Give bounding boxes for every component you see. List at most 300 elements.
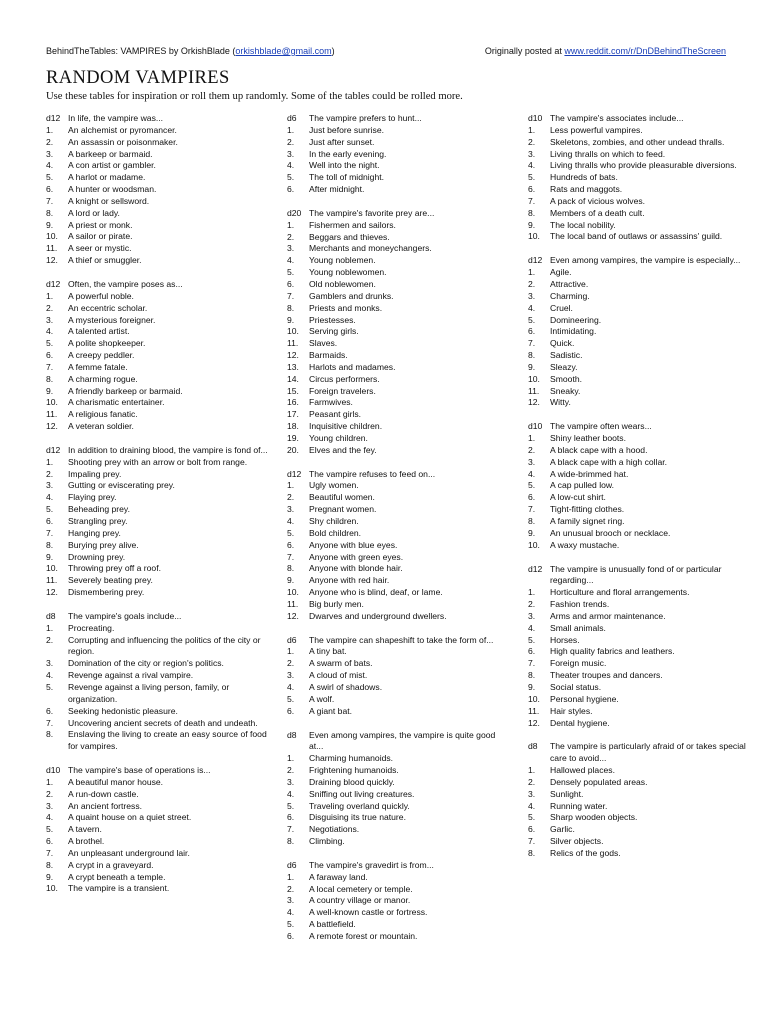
table-row [46, 231, 268, 243]
table-row [287, 575, 509, 587]
table-row [528, 374, 752, 386]
table-heading [287, 469, 509, 481]
table-row [287, 789, 509, 801]
row-text: A faraway land. [309, 871, 368, 882]
row-text: Skeletons, zombies, and other undead thralls. [550, 136, 725, 147]
row-number: 6. [287, 539, 295, 550]
table-row [287, 243, 509, 255]
table-row [46, 457, 268, 469]
row-text: Climbing. [309, 836, 345, 847]
table-row [46, 860, 268, 872]
header-source [485, 44, 726, 58]
table-row [287, 255, 509, 267]
table-title: Even among vampires, the vampire is quite good at... [309, 729, 496, 752]
row-number: 11. [46, 575, 58, 586]
row-text: Big burly men. [309, 598, 364, 609]
row-text: An assassin or poisonmaker. [68, 136, 178, 147]
author-email-link[interactable]: orkishblade@gmail.com [235, 46, 332, 56]
row-text: Impaling prey. [68, 468, 122, 479]
row-text: A barkeep or barmaid. [68, 148, 153, 159]
row-number: 5. [528, 480, 536, 491]
row-number: 4. [528, 468, 536, 479]
header-credit [46, 44, 335, 58]
row-text: Cruel. [550, 302, 573, 313]
row-text: A seer or mystic. [68, 243, 132, 254]
row-number: 7. [287, 290, 295, 301]
row-number: 1. [528, 587, 536, 598]
row-text: Anyone who is blind, deaf, or lame. [309, 587, 443, 598]
row-number: 3. [46, 314, 54, 325]
row-text: A tiny bat. [309, 646, 347, 657]
table-row [46, 149, 268, 161]
row-number: 9. [287, 575, 295, 586]
row-text: Sneaky. [550, 385, 581, 396]
row-number: 2. [287, 883, 295, 894]
row-number: 9. [528, 527, 536, 538]
row-number: 6. [528, 824, 536, 835]
row-text: A pack of vicious wolves. [550, 195, 646, 206]
table-heading [46, 445, 268, 457]
table-row [528, 848, 752, 860]
row-text: Disguising its true nature. [309, 812, 406, 823]
table-row [46, 374, 268, 386]
row-text: Fishermen and sailors. [309, 219, 396, 230]
die-label: d8 [528, 741, 538, 752]
random-table [287, 469, 509, 623]
row-text: Theater troupes and dancers. [550, 670, 663, 681]
row-number: 11. [46, 409, 58, 420]
table-row [287, 765, 509, 777]
table-row [46, 172, 268, 184]
row-text: Charming. [550, 290, 590, 301]
row-number: 11. [287, 598, 299, 609]
row-text: Traveling overland quickly. [309, 800, 410, 811]
row-number: 9. [46, 219, 54, 230]
row-text: The local nobility. [550, 219, 616, 230]
row-text: Running water. [550, 800, 608, 811]
die-label: d8 [287, 729, 297, 740]
table-row [46, 291, 268, 303]
row-text: A powerful noble. [68, 290, 134, 301]
row-text: Beheading prey. [68, 504, 130, 515]
table-title: The vampire's goals include... [68, 610, 182, 621]
table-row [528, 362, 752, 374]
table-row [287, 232, 509, 244]
row-text: Smooth. [550, 373, 583, 384]
row-number: 3. [46, 480, 54, 491]
table-row [528, 160, 752, 172]
table-row [287, 552, 509, 564]
row-number: 2. [528, 444, 536, 455]
random-table [528, 255, 752, 409]
row-text: Sunlight. [550, 788, 584, 799]
table-row [46, 516, 268, 528]
table-heading [287, 635, 509, 647]
table-row [528, 611, 752, 623]
row-text: Living thralls who provide pleasurable diversions. [550, 160, 737, 171]
row-number: 8. [46, 207, 54, 218]
row-text: A religious fanatic. [68, 409, 138, 420]
row-number: 7. [46, 717, 54, 728]
table-title: The vampire's favorite prey are... [309, 207, 435, 218]
table-row [287, 528, 509, 540]
table-heading [287, 113, 509, 125]
row-text: A swirl of shadows. [309, 681, 383, 692]
row-number: 9. [46, 551, 54, 562]
row-text: Young children. [309, 432, 368, 443]
row-text: Inquisitive children. [309, 421, 383, 432]
table-row [528, 836, 752, 848]
row-text: A knight or sellsword. [68, 195, 150, 206]
table-row [528, 824, 752, 836]
row-text: Revenge against a living person, family, or organization. [68, 681, 230, 704]
die-label: d10 [528, 113, 543, 123]
table-row [46, 706, 268, 718]
row-number: 7. [528, 836, 536, 847]
table-heading [528, 564, 752, 588]
table-row [287, 184, 509, 196]
row-text: Dismembering prey. [68, 587, 145, 598]
row-text: Foreign music. [550, 658, 607, 669]
row-text: A priest or monk. [68, 219, 133, 230]
table-row [46, 623, 268, 635]
row-text: Densely populated areas. [550, 776, 648, 787]
table-row [46, 540, 268, 552]
row-text: A battlefield. [309, 919, 356, 930]
table-heading [528, 255, 752, 267]
row-text: Less powerful vampires. [550, 124, 643, 135]
row-number: 12. [528, 717, 540, 728]
row-text: Throwing prey off a roof. [68, 563, 161, 574]
table-row [46, 789, 268, 801]
row-text: An alchemist or pyromancer. [68, 124, 177, 135]
row-number: 10. [46, 231, 58, 242]
table-row [287, 931, 509, 943]
row-text: A family signet ring. [550, 516, 625, 526]
row-text: Elves and the fey. [309, 444, 377, 455]
row-text: A femme fatale. [68, 361, 128, 372]
row-number: 5. [46, 504, 54, 515]
row-number: 2. [528, 776, 536, 787]
table-row [46, 196, 268, 208]
row-number: 8. [46, 859, 54, 870]
row-number: 4. [287, 160, 295, 171]
page-header [46, 44, 726, 58]
row-text: A cap pulled low. [550, 480, 615, 491]
table-row [528, 125, 752, 137]
table-row [287, 587, 509, 599]
table-row [287, 160, 509, 172]
row-number: 5. [287, 172, 295, 183]
table-row [528, 386, 752, 398]
row-number: 11. [528, 705, 540, 716]
table-row [46, 528, 268, 540]
row-text: Relics of the gods. [550, 847, 621, 858]
row-number: 5. [46, 338, 54, 349]
row-text: An eccentric scholar. [68, 302, 148, 313]
row-text: A waxy mustache. [550, 539, 620, 550]
table-row [287, 386, 509, 398]
random-table [46, 113, 268, 267]
row-text: A black cape with a hood. [550, 444, 648, 455]
row-text: Anyone with blue eyes. [309, 539, 398, 550]
row-text: Anyone with green eyes. [309, 551, 404, 562]
row-text: Domination of the city or region's politics. [68, 658, 224, 669]
row-number: 6. [528, 184, 536, 195]
row-text: Just before sunrise. [309, 124, 384, 135]
row-text: Personal hygiene. [550, 693, 619, 704]
row-number: 6. [46, 836, 54, 847]
row-text: Rats and maggots. [550, 184, 623, 195]
row-number: 3. [528, 788, 536, 799]
table-row [46, 552, 268, 564]
row-text: Serving girls. [309, 326, 359, 337]
row-text: Slaves. [309, 338, 338, 349]
row-number: 7. [528, 658, 536, 669]
table-row [287, 599, 509, 611]
row-text: Gamblers and drunks. [309, 290, 394, 301]
row-text: Shiny leather boots. [550, 433, 626, 444]
table-row [287, 777, 509, 789]
page-subtitle: Use these tables for inspiration or roll them up randomly. Some of the tables could be rolled more. [46, 91, 463, 102]
row-number: 5. [287, 267, 295, 278]
row-text: Just after sunset. [309, 136, 375, 147]
table-row [46, 670, 268, 682]
random-table [528, 421, 752, 551]
row-text: Merchants and moneychangers. [309, 243, 432, 254]
table-row [287, 646, 509, 658]
table-row [46, 421, 268, 433]
row-number: 4. [287, 255, 295, 266]
table-row [287, 350, 509, 362]
table-row [287, 872, 509, 884]
row-number: 6. [46, 184, 54, 195]
row-number: 1. [287, 480, 295, 491]
table-row [287, 919, 509, 931]
table-title: The vampire's gravedirt is from... [309, 859, 434, 870]
row-text: Small animals. [550, 622, 606, 633]
table-row [287, 362, 509, 374]
header-credit-close: ) [331, 46, 335, 56]
table-row [528, 623, 752, 635]
table-row [528, 540, 752, 552]
table-row [528, 801, 752, 813]
die-label: d8 [46, 610, 56, 621]
table-heading [287, 860, 509, 872]
table-row [46, 326, 268, 338]
row-number: 7. [528, 504, 536, 515]
row-number: 9. [528, 361, 536, 372]
row-number: 4. [287, 788, 295, 799]
row-number: 1. [46, 456, 54, 467]
table-row [528, 789, 752, 801]
table-row [46, 729, 268, 753]
row-text: Strangling prey. [68, 516, 128, 526]
row-number: 12. [46, 587, 58, 598]
row-text: A tavern. [68, 824, 102, 835]
row-number: 17. [287, 409, 299, 420]
row-number: 5. [287, 693, 295, 704]
row-number: 2. [287, 136, 295, 147]
table-row [528, 457, 752, 469]
column-2 [287, 113, 509, 955]
row-text: Draining blood quickly. [309, 776, 395, 787]
row-text: Farmwives. [309, 397, 353, 408]
random-table [287, 113, 509, 196]
table-title: The vampire can shapeshift to take the form of... [309, 634, 494, 645]
table-title: The vampire is particularly afraid of or takes special care to avoid... [550, 741, 746, 764]
table-row [287, 706, 509, 718]
table-title: Often, the vampire poses as... [68, 278, 183, 289]
table-row [528, 765, 752, 777]
row-number: 3. [287, 148, 295, 159]
die-label: d20 [287, 207, 302, 218]
row-number: 4. [46, 670, 54, 681]
table-row [528, 445, 752, 457]
table-row [46, 824, 268, 836]
row-number: 3. [287, 776, 295, 787]
row-number: 4. [528, 622, 536, 633]
column-3 [528, 113, 752, 872]
die-label: d10 [46, 765, 61, 776]
row-text: Corrupting and influencing the politics of the city or region. [68, 634, 261, 657]
die-label: d6 [287, 634, 297, 645]
row-number: 2. [528, 278, 536, 289]
row-number: 12. [287, 610, 299, 621]
row-number: 6. [287, 931, 295, 941]
row-number: 9. [528, 681, 536, 692]
table-row [287, 907, 509, 919]
table-title: The vampire is unusually fond of or particular regarding... [550, 563, 722, 586]
row-number: 11. [528, 385, 540, 396]
row-text: An unusual brooch or necklace. [550, 527, 671, 538]
table-row [287, 409, 509, 421]
row-text: Gutting or eviscerating prey. [68, 480, 175, 491]
row-number: 2. [528, 599, 536, 610]
row-number: 3. [528, 148, 536, 159]
table-row [46, 587, 268, 599]
row-number: 8. [287, 836, 295, 847]
row-number: 4. [528, 800, 536, 811]
die-label: d12 [46, 278, 61, 289]
row-number: 6. [287, 184, 295, 195]
row-text: Burying prey alive. [68, 539, 139, 550]
row-number: 7. [528, 338, 536, 349]
row-text: Foreign travelers. [309, 385, 376, 396]
row-number: 1. [528, 765, 536, 776]
row-number: 7. [46, 847, 54, 858]
table-row [528, 291, 752, 303]
table-row [287, 504, 509, 516]
table-row [528, 208, 752, 220]
table-row [46, 243, 268, 255]
random-table [46, 765, 268, 895]
table-row [287, 137, 509, 149]
row-number: 1. [287, 646, 295, 657]
row-text: A swarm of bats. [309, 658, 373, 669]
row-number: 11. [287, 338, 299, 349]
row-text: After midnight. [309, 184, 365, 195]
row-text: A wolf. [309, 693, 335, 704]
row-number: 3. [287, 895, 295, 906]
table-row [46, 137, 268, 149]
table-row [46, 315, 268, 327]
row-number: 8. [287, 302, 295, 313]
table-row [528, 492, 752, 504]
table-row [46, 563, 268, 575]
row-text: A remote forest or mountain. [309, 931, 418, 941]
row-number: 3. [46, 800, 54, 811]
row-text: Quick. [550, 338, 575, 349]
table-row [287, 753, 509, 765]
row-text: Enslaving the living to create an easy source of food for vampires. [68, 729, 267, 752]
row-number: 16. [287, 397, 299, 408]
table-row [287, 374, 509, 386]
table-row [287, 326, 509, 338]
row-text: An unpleasant underground lair. [68, 847, 190, 858]
row-text: A sailor or pirate. [68, 231, 133, 242]
row-text: Revenge against a rival vampire. [68, 670, 194, 681]
row-number: 2. [287, 231, 295, 242]
table-row [46, 125, 268, 137]
random-table [528, 113, 752, 243]
row-number: 18. [287, 421, 299, 432]
table-row [528, 706, 752, 718]
row-text: A cloud of mist. [309, 670, 368, 681]
table-row [287, 670, 509, 682]
table-row [287, 315, 509, 327]
row-text: Agile. [550, 267, 572, 278]
random-table [287, 208, 509, 457]
row-number: 10. [528, 539, 540, 550]
row-text: A thief or smuggler. [68, 255, 142, 266]
header-credit-text: BehindTheTables: VAMPIRES by OrkishBlade ( [46, 46, 236, 56]
die-label: d10 [528, 421, 543, 432]
row-number: 4. [46, 160, 54, 171]
row-text: Shooting prey with an arrow or bolt from range. [68, 456, 248, 467]
row-text: A giant bat. [309, 705, 353, 716]
table-row [46, 409, 268, 421]
table-row [528, 469, 752, 481]
table-row [287, 149, 509, 161]
die-label: d6 [287, 859, 297, 870]
table-row [46, 386, 268, 398]
table-row [46, 777, 268, 789]
row-text: Seeking hedonistic pleasure. [68, 705, 178, 716]
table-row [46, 350, 268, 362]
row-number: 10. [528, 231, 540, 242]
row-text: Domineering. [550, 314, 602, 325]
table-row [46, 469, 268, 481]
table-row [287, 884, 509, 896]
table-row [528, 812, 752, 824]
random-table [287, 860, 509, 943]
row-text: Pregnant women. [309, 504, 377, 515]
row-number: 8. [46, 539, 54, 550]
row-number: 1. [528, 267, 536, 278]
row-text: A beautiful manor house. [68, 776, 164, 787]
source-link[interactable]: www.reddit.com/r/DnDBehindTheScreen [564, 46, 726, 56]
row-number: 5. [287, 800, 295, 811]
row-number: 10. [287, 587, 299, 598]
row-number: 6. [287, 812, 295, 823]
row-text: Old noblewomen. [309, 278, 376, 289]
table-row [287, 895, 509, 907]
row-text: Negotiations. [309, 824, 360, 835]
table-row [46, 362, 268, 374]
table-row [287, 836, 509, 848]
table-row [287, 267, 509, 279]
